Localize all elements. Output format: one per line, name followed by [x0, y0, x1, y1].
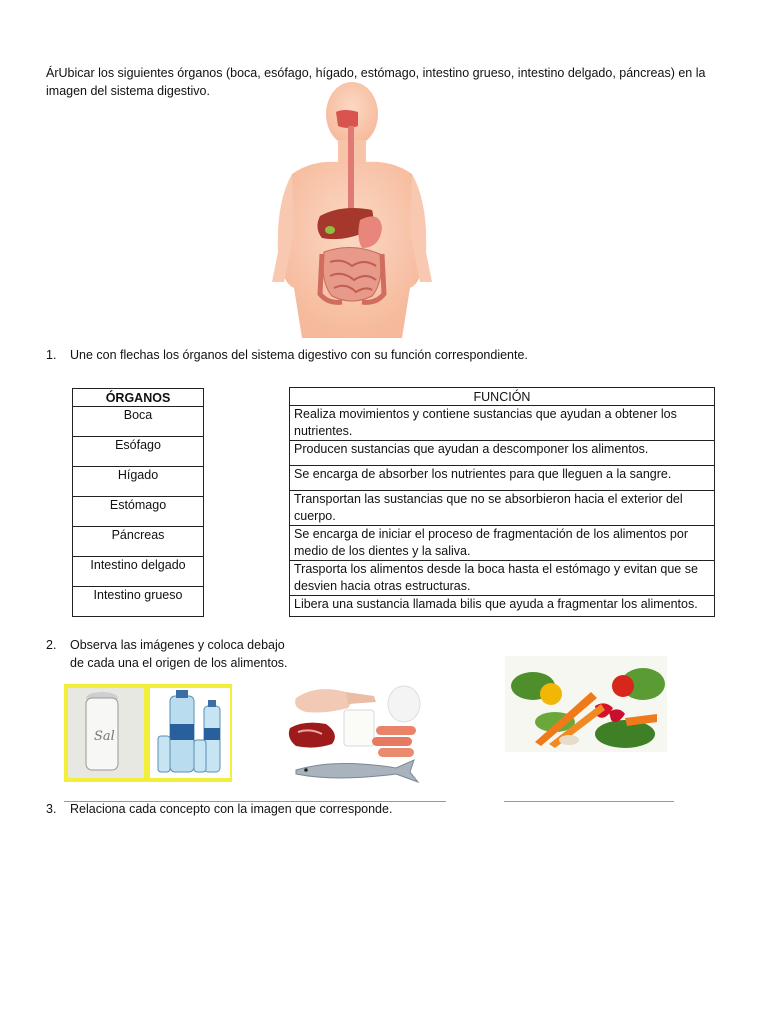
question-3-number: 3.	[46, 802, 57, 816]
function-cell: Transportan las sustancias que no se absorbieron hacia el exterior del cuerpo.	[290, 491, 715, 526]
function-cell: Se encarga de absorber los nutrientes para que lleguen a la sangre.	[290, 466, 715, 491]
organs-table	[72, 388, 204, 617]
salt-water-image	[64, 684, 232, 782]
digestive-system-image	[272, 82, 432, 338]
functions-table	[289, 387, 715, 617]
question-2	[46, 636, 288, 672]
vegetables-image	[505, 656, 667, 752]
function-cell: Trasporta los alimentos desde la boca hasta el estómago y evitan que se desvien hacia otras estructuras.	[290, 561, 715, 596]
organ-cell: Páncreas	[73, 527, 204, 557]
question-3-text: Relaciona cada concepto con la imagen que corresponde.	[70, 802, 393, 816]
question-2-number: 2.	[46, 638, 57, 652]
function-cell: Libera una sustancia llamada bilis que ayuda a fragmentar los alimentos.	[290, 596, 715, 617]
question-1	[46, 346, 528, 364]
organs-header: ÓRGANOS	[73, 389, 204, 407]
animal-foods-image	[286, 684, 426, 784]
question-1-text: Une con flechas los órganos del sistema digestivo con su función correspondiente.	[70, 348, 528, 362]
function-cell: Producen sustancias que ayudan a descomponer los alimentos.	[290, 441, 715, 466]
organ-cell: Hígado	[73, 467, 204, 497]
organ-cell: Intestino delgado	[73, 557, 204, 587]
answer-line-2[interactable]	[504, 801, 674, 802]
question-2-line2: de cada una el origen de los alimentos.	[70, 656, 288, 670]
function-cell: Realiza movimientos y contiene sustancias que ayudan a obtener los nutrientes.	[290, 406, 715, 441]
organ-cell: Estómago	[73, 497, 204, 527]
question-2-line1: Observa las imágenes y coloca debajo	[70, 638, 285, 652]
intro-prefix: Ár	[46, 66, 59, 80]
organ-cell: Boca	[73, 407, 204, 437]
function-cell: Se encarga de iniciar el proceso de fragmentación de los alimentos por medio de los dientes y la saliva.	[290, 526, 715, 561]
organ-cell: Esófago	[73, 437, 204, 467]
intro-text: Ubicar los siguientes órganos (boca, esófago, hígado, estómago, intestino grueso, intestino delgado, páncreas) en la imagen del sistema digestivo.	[46, 66, 706, 98]
salt-label: Sal	[94, 729, 115, 744]
organ-cell: Intestino grueso	[73, 587, 204, 617]
question-3	[46, 800, 392, 818]
functions-header: FUNCIÓN	[290, 388, 715, 406]
question-1-number: 1.	[46, 348, 57, 362]
